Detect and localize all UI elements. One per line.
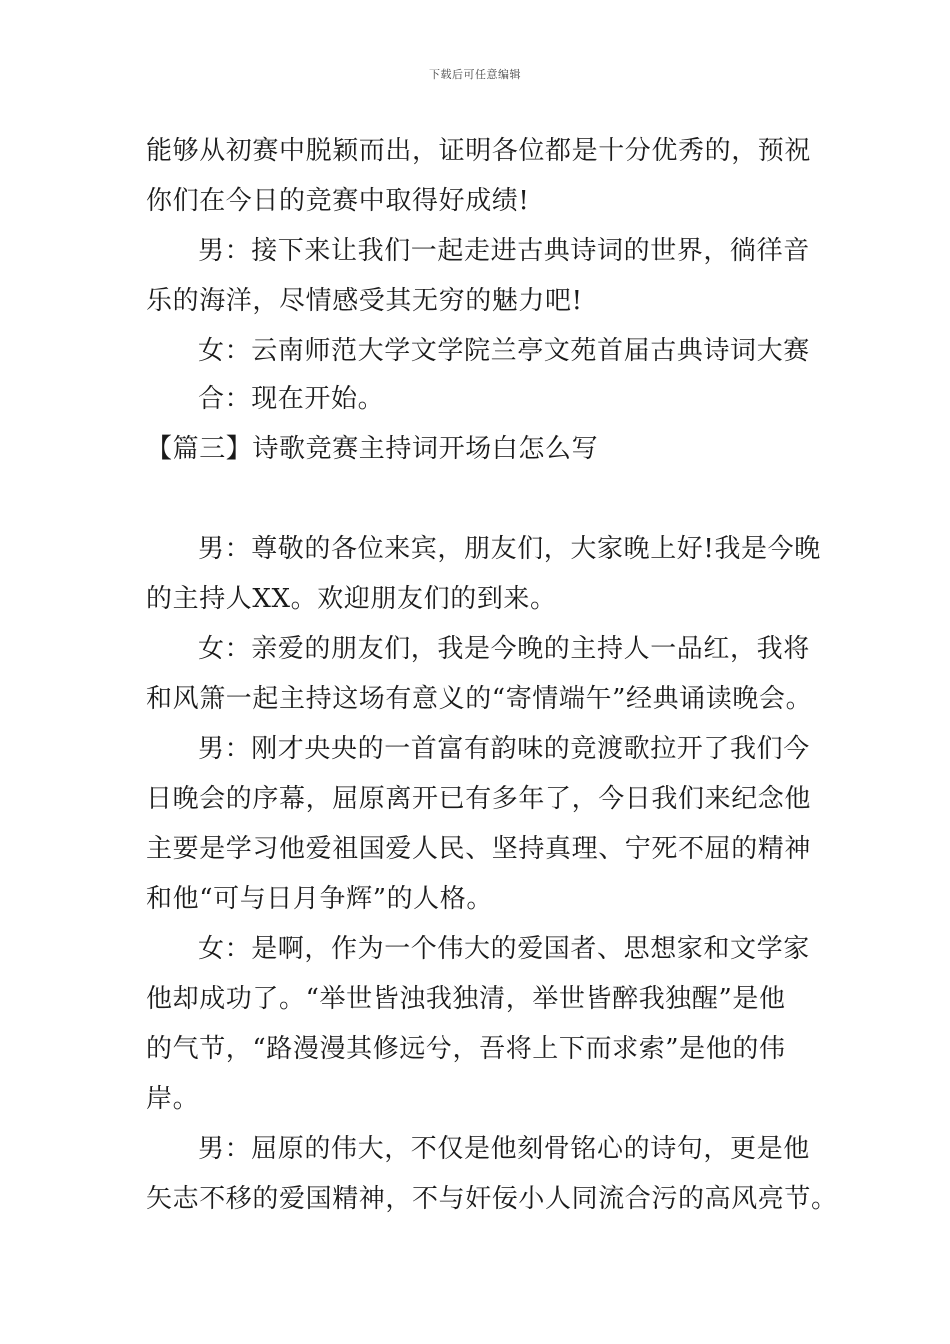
paragraph-line-5: 女：云南师范大学文学院兰亭文苑首届古典诗词大赛 (198, 336, 810, 366)
section-heading: 【篇三】诗歌竞赛主持词开场白怎么写 (146, 434, 599, 464)
paragraph-line-8: 的主持人XX。欢迎朋友们的到来。 (146, 584, 557, 614)
paragraph-line-1: 能够从初赛中脱颖而出，证明各位都是十分优秀的，预祝 (146, 136, 812, 166)
paragraph-line-12: 日晚会的序幕，屈原离开已有多年了，今日我们来纪念他 (146, 784, 812, 814)
paragraph-line-3: 男：接下来让我们一起走进古典诗词的世界，徜徉音 (198, 236, 810, 266)
paragraph-line-18: 岸。 (146, 1084, 200, 1114)
paragraph-line-20: 矢志不移的爱国精神，不与奸佞小人同流合污的高风亮节。 (146, 1184, 838, 1214)
paragraph-line-2: 你们在今日的竞赛中取得好成绩! (146, 186, 530, 216)
page-header-note: 下载后可任意编辑 (429, 68, 521, 81)
paragraph-line-11: 男：刚才央央的一首富有韵味的竞渡歌拉开了我们今 (198, 734, 810, 764)
paragraph-line-16: 他却成功了。“举世皆浊我独清，举世皆醉我独醒”是他 (146, 984, 786, 1014)
paragraph-line-17: 的气节，“路漫漫其修远兮，吾将上下而求索”是他的伟 (146, 1034, 786, 1064)
paragraph-line-14: 和他“可与日月争辉”的人格。 (146, 884, 493, 914)
paragraph-line-4: 乐的海洋，尽情感受其无穷的魅力吧! (146, 286, 583, 316)
paragraph-line-9: 女：亲爱的朋友们，我是今晚的主持人一品红，我将 (198, 634, 810, 664)
paragraph-line-13: 主要是学习他爱祖国爱人民、坚持真理、宁死不屈的精神 (146, 834, 812, 864)
paragraph-line-6: 合：现在开始。 (198, 384, 385, 414)
paragraph-line-7: 男：尊敬的各位来宾，朋友们，大家晚上好!我是今晚 (198, 534, 821, 564)
paragraph-line-10: 和风箫一起主持这场有意义的“寄情端午”经典诵读晚会。 (146, 684, 813, 714)
paragraph-line-19: 男：屈原的伟大，不仅是他刻骨铭心的诗句，更是他 (198, 1134, 810, 1164)
paragraph-line-15: 女：是啊，作为一个伟大的爱国者、思想家和文学家 (198, 934, 810, 964)
